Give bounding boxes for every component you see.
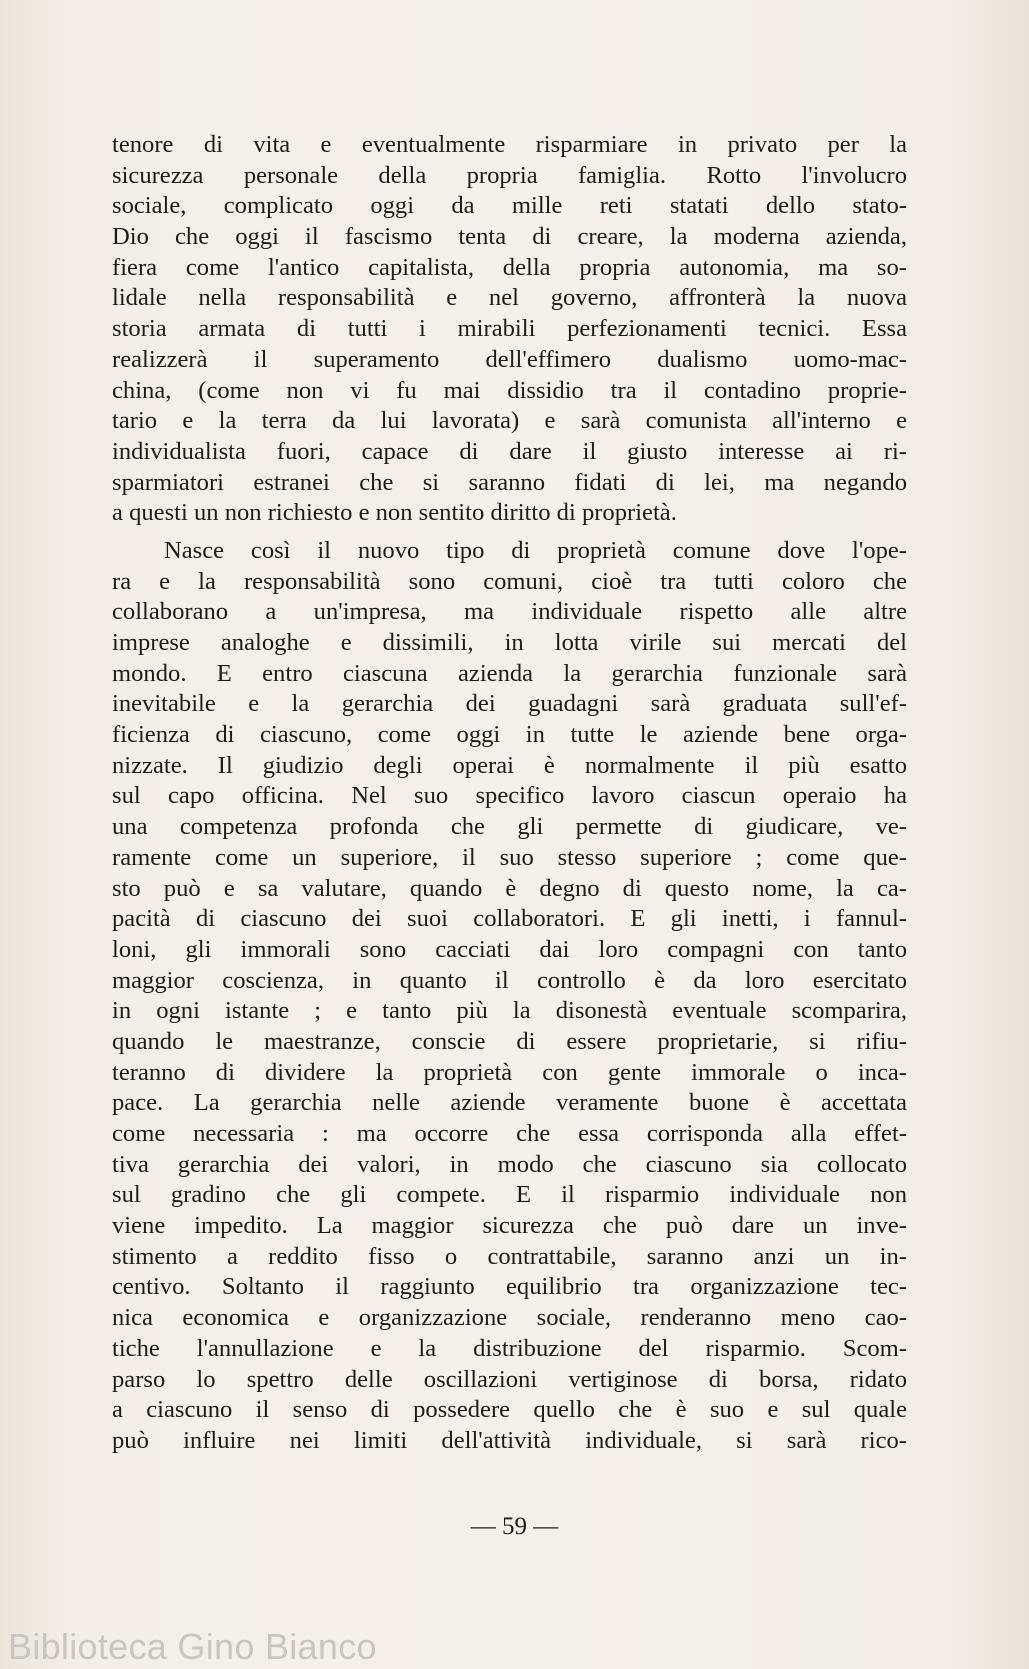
body-text: [112, 130, 907, 1457]
text-line: ra e la responsabilità sono comuni, cioè tra tutti coloro che: [112, 567, 907, 595]
text-line: sul gradino che gli compete. E il risparmio individuale non: [112, 1181, 907, 1209]
text-line: loni, gli immorali sono cacciati dai loro compagni con tanto: [112, 935, 907, 963]
text-line: individualista fuori, capace di dare il giusto interesse ai ri-: [112, 437, 907, 465]
text-line: a ciascuno il senso di possedere quello che è suo e sul quale: [112, 1396, 907, 1424]
text-line: tenore di vita e eventualmente risparmiare in privato per la: [112, 131, 907, 158]
text-line: inevitabile e la gerarchia dei guadagni sarà graduata sull'ef-: [112, 690, 907, 718]
text-line: in ogni istante ; e tanto più la disonestà eventuale scomparira,: [112, 997, 907, 1025]
text-line: Dio che oggi il fascismo tenta di creare, la moderna azienda,: [112, 223, 907, 251]
text-line: maggior coscienza, in quanto il controllo è da loro esercitato: [112, 966, 907, 994]
text-line: nica economica e organizzazione sociale, renderanno meno cao-: [112, 1304, 907, 1332]
text-line: una competenza profonda che gli permette di giudicare, ve-: [112, 813, 907, 841]
text-line: pace. La gerarchia nelle aziende veramente buone è accettata: [112, 1089, 907, 1117]
paragraph-1: [112, 130, 907, 529]
text-line: sociale, complicato oggi da mille reti statati dello stato-: [112, 192, 907, 220]
text-line: storia armata di tutti i mirabili perfezionamenti tecnici. Essa: [112, 315, 907, 343]
text-line: ramente come un superiore, il suo stesso superiore ; come que-: [112, 843, 907, 871]
text-line: centivo. Soltanto il raggiunto equilibrio tra organizzazione tec-: [112, 1273, 907, 1301]
text-line: stimento a reddito fisso o contrattabile, saranno anzi un in-: [112, 1242, 907, 1270]
text-line: fiera come l'antico capitalista, della propria autonomia, ma so-: [112, 253, 907, 281]
text-line: lidale nella responsabilità e nel governo, affronterà la nuova: [112, 284, 907, 312]
text-line: sicurezza personale della propria famiglia. Rotto l'involucro: [112, 161, 907, 189]
text-line: collaborano a un'impresa, ma individuale rispetto alle altre: [112, 598, 907, 626]
text-line: teranno di dividere la proprietà con gente immorale o inca-: [112, 1058, 907, 1086]
text-line: nizzate. Il giudizio degli operai è normalmente il più esatto: [112, 751, 907, 779]
text-line: ficienza di ciascuno, come oggi in tutte le aziende bene orga-: [112, 721, 907, 749]
text-line: sul capo officina. Nel suo specifico lavoro ciascun operaio ha: [112, 782, 907, 810]
text-line: sparmiatori estranei che si saranno fidati di lei, ma negando: [112, 468, 907, 496]
library-watermark: Biblioteca Gino Bianco: [8, 1626, 377, 1667]
text-line: viene impedito. La maggior sicurezza che può dare un inve-: [112, 1212, 907, 1240]
text-line: parso lo spettro delle oscillazioni vertiginose di borsa, ridato: [112, 1365, 907, 1393]
text-line: può influire nei limiti dell'attività individuale, si sarà rico-: [112, 1426, 907, 1454]
text-line: imprese analoghe e dissimili, in lotta virile sui mercati del: [112, 629, 907, 656]
text-line: china, (come non vi fu mai dissidio tra il contadino proprie-: [112, 376, 907, 404]
paragraph-2: [112, 536, 907, 1457]
page-number: — 59 —: [470, 1513, 559, 1540]
text-line: come necessaria : ma occorre che essa corrisponda alla effet-: [112, 1120, 907, 1147]
text-line: sto può e sa valutare, quando è degno di questo nome, la ca-: [112, 874, 907, 902]
text-line: tario e la terra da lui lavorata) e sarà comunista all'interno e: [112, 407, 907, 435]
text-line: tiche l'annullazione e la distribuzione del risparmio. Scom-: [112, 1334, 907, 1362]
text-line: realizzerà il superamento dell'effimero dualismo uomo-mac-: [112, 345, 907, 373]
text-line: Nasce così il nuovo tipo di proprietà comune dove l'ope-: [164, 536, 907, 564]
text-line: mondo. E entro ciascuna azienda la gerarchia funzionale sarà: [112, 659, 907, 687]
text-line: a questi un non richiesto e non sentito diritto di proprietà.: [112, 499, 677, 527]
text-line: quando le maestranze, conscie di essere proprietarie, si rifiu-: [112, 1027, 907, 1055]
text-line: pacità di ciascuno dei suoi collaboratori. E gli inetti, i fannul-: [112, 905, 907, 933]
text-line: tiva gerarchia dei valori, in modo che ciascuno sia collocato: [112, 1150, 907, 1178]
